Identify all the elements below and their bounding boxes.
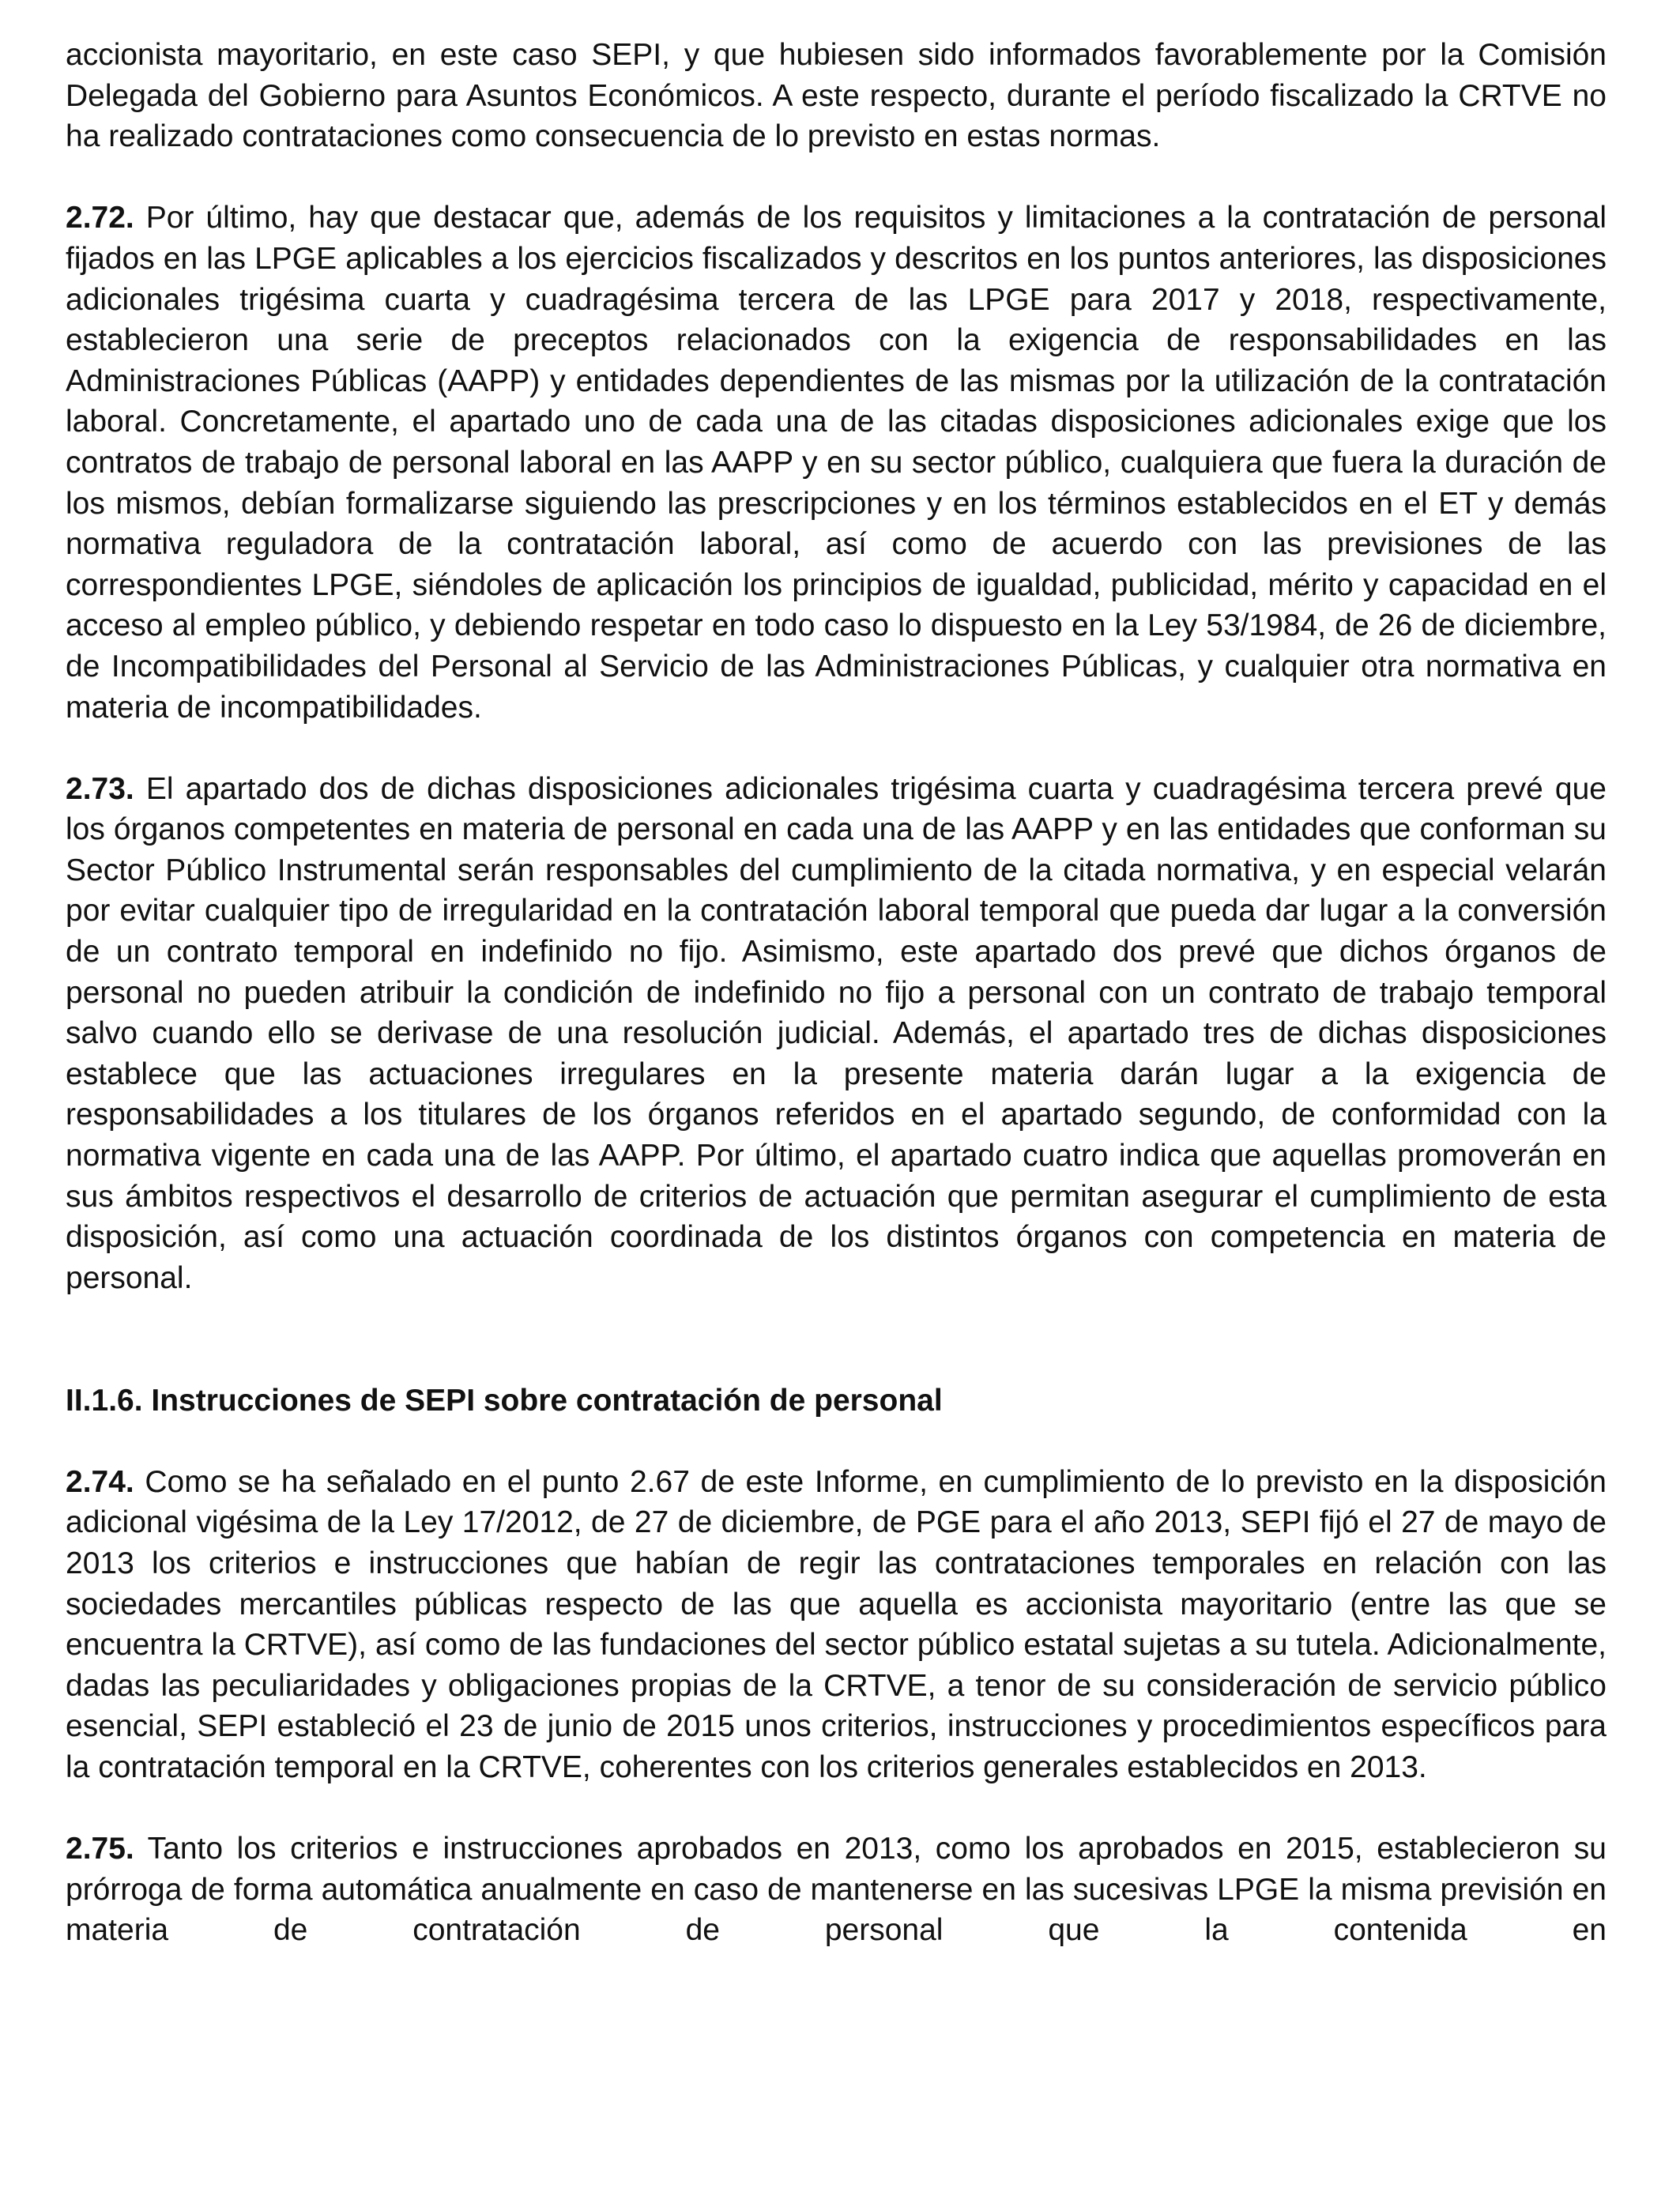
paragraph-2-72	[66, 198, 1607, 728]
section-heading: II.1.6. Instrucciones de SEPI sobre contratación de personal	[66, 1383, 943, 1418]
paragraph-gap	[66, 1421, 1607, 1462]
paragraph-continuation	[66, 35, 1607, 157]
paragraph-2-74	[66, 1462, 1607, 1788]
paragraph-2-73	[66, 769, 1607, 1299]
paragraph-gap	[66, 1298, 1607, 1339]
paragraph-gap	[66, 1788, 1607, 1829]
paragraph-gap	[66, 728, 1607, 769]
document-page	[66, 35, 1607, 1951]
paragraph-number: 2.74.	[66, 1464, 134, 1499]
paragraph-text: Por último, hay que destacar que, además de los requisitos y limitaciones a la contratación de personal fijados en las LPGE aplicables a los ejercicios fiscalizados y descritos en los puntos anteriores, las disposiciones adicionales trigésima cuarta y cuadragésima tercera de las LPGE para 2017 y 2018, respectivamente, establecieron una serie de preceptos relacionados con la exigencia de responsabilidades en las Administraciones Públicas (AAPP) y entidades dependientes de las mismas por la utilización de la contratación laboral. Concretamente, el apartado uno de cada una de las citadas disposiciones adicionales exige que los contratos de trabajo de personal laboral en las AAPP y en su sector público, cualquiera que fuera la duración de los mismos, debían formalizarse siguiendo las prescripciones y en los términos establecidos en el ET y demás normativa reguladora de la contratación laboral, así como de acuerdo con las previsiones de las correspondientes LPGE, siéndoles de aplicación los principios de igualdad, publicidad, mérito y capacidad en el acceso al empleo público, y debiendo respetar en todo caso lo dispuesto en la Ley 53/1984, de 26 de diciembre, de Incompatibilidades del Personal al Servicio de las Administraciones Públicas, y cualquier otra normativa en materia de incompatibilidades.	[66, 201, 1607, 725]
paragraph-number: 2.72.	[66, 201, 134, 235]
paragraph-gap	[66, 1339, 1607, 1380]
paragraph-text: Como se ha señalado en el punto 2.67 de este Informe, en cumplimiento de lo previsto en la disposición adicional vigésima de la Ley 17/2012, de 27 de diciembre, de PGE para el año 2013, SEPI fijó el 27 de mayo de 2013 los criterios e instrucciones que habían de regir las contrataciones temporales en relación con las sociedades mercantiles públicas respecto de las que aquella es accionista mayoritario (entre las que se encuentra la CRTVE), así como de las fundaciones del sector público estatal sujetas a su tutela. Adicionalmente, dadas las peculiaridades y obligaciones propias de la CRTVE, a tenor de su consideración de servicio público esencial, SEPI estableció el 23 de junio de 2015 unos criterios, instrucciones y procedimientos específicos para la contratación temporal en la CRTVE, coherentes con los criterios generales establecidos en 2013.	[66, 1464, 1607, 1784]
paragraph-2-75	[66, 1829, 1607, 1951]
paragraph-text: accionista mayoritario, en este caso SEPI, y que hubiesen sido informados favorablemente por la Comisión Delegada del Gobierno para Asuntos Económicos. A este respecto, durante el período fiscalizado la CRTVE no ha realizado contrataciones como consecuencia de lo previsto en estas normas.	[66, 38, 1607, 154]
paragraph-text: Tanto los criterios e instrucciones aprobados en 2013, como los aprobados en 2015, establecieron su prórroga de forma automática anualmente en caso de mantenerse en las sucesivas LPGE la misma previsión en materia de contratación de personal que la contenida en	[66, 1832, 1607, 1948]
paragraph-gap	[66, 157, 1607, 198]
paragraph-number: 2.73.	[66, 771, 134, 806]
paragraph-number: 2.75.	[66, 1832, 134, 1866]
paragraph-text: El apartado dos de dichas disposiciones adicionales trigésima cuarta y cuadragésima tercera prevé que los órganos competentes en materia de personal en cada una de las AAPP y en las entidades que conforman su Sector Público Instrumental serán responsables del cumplimiento de la citada normativa, y en especial velarán por evitar cualquier tipo de irregularidad en la contratación laboral temporal que pueda dar lugar a la conversión de un contrato temporal en indefinido no fijo. Asimismo, este apartado dos prevé que dichos órganos de personal no pueden atribuir la condición de indefinido no fijo a personal con un contrato de trabajo temporal salvo cuando ello se derivase de una resolución judicial. Además, el apartado tres de dichas disposiciones establece que las actuaciones irregulares en la presente materia darán lugar a la exigencia de responsabilidades a los titulares de los órganos referidos en el apartado segundo, de conformidad con la normativa vigente en cada una de las AAPP. Por último, el apartado cuatro indica que aquellas promoverán en sus ámbitos respectivos el desarrollo de criterios de actuación que permitan asegurar el cumplimiento de esta disposición, así como una actuación coordinada de los distintos órganos con competencia en materia de personal.	[66, 771, 1607, 1295]
